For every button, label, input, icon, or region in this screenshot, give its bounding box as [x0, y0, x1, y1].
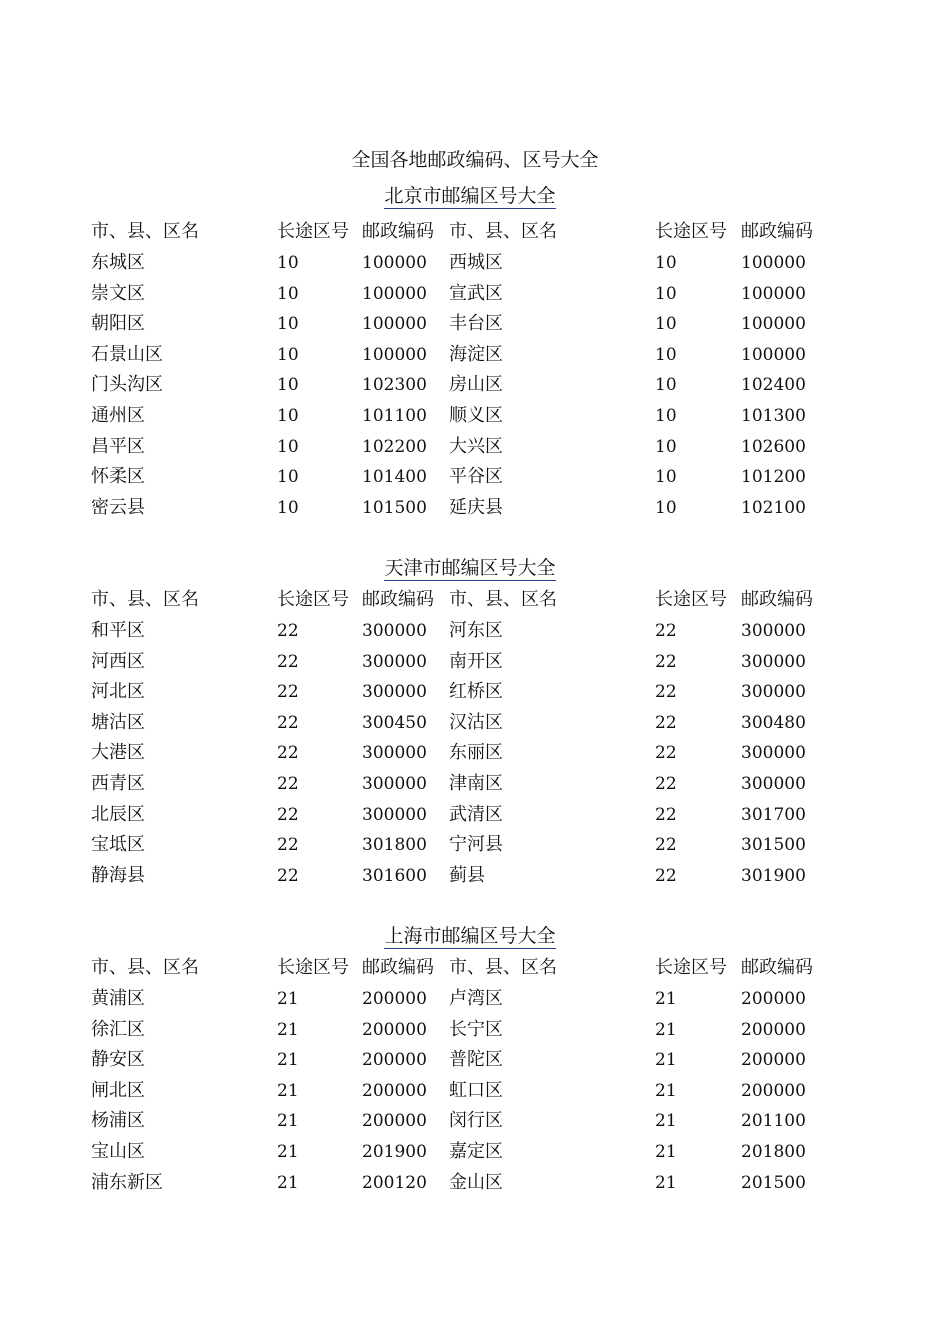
area-code: 10 — [277, 406, 299, 426]
table-row — [0, 462, 950, 492]
postal-code: 201100 — [741, 1111, 806, 1132]
district-name: 怀柔区 — [91, 466, 145, 488]
table-row — [0, 1015, 950, 1045]
district-name: 静海县 — [91, 864, 145, 886]
postal-code: 100000 — [741, 344, 806, 365]
table-row — [0, 861, 950, 891]
table-row — [0, 432, 950, 462]
header-postal-code: 邮政编码 — [741, 221, 813, 242]
area-code: 22 — [655, 621, 677, 641]
district-name: 朝阳区 — [91, 313, 145, 335]
area-code: 22 — [277, 621, 299, 641]
header-area-code: 长途区号 — [655, 589, 727, 610]
district-name: 西城区 — [449, 252, 503, 273]
table-row — [0, 1045, 950, 1075]
postal-code: 300000 — [741, 743, 806, 764]
postal-code: 300000 — [362, 682, 427, 703]
district-name: 武清区 — [449, 803, 503, 825]
area-code: 21 — [277, 1080, 299, 1101]
district-name: 平谷区 — [449, 466, 503, 488]
district-name: 卢湾区 — [449, 988, 503, 1009]
district-name: 浦东新区 — [91, 1171, 163, 1193]
postal-code: 200120 — [362, 1172, 427, 1193]
postal-code: 201900 — [362, 1142, 427, 1162]
postal-code: 201800 — [741, 1142, 806, 1162]
header-area-code: 长途区号 — [277, 589, 349, 610]
postal-code: 300000 — [741, 682, 806, 703]
area-code: 21 — [277, 1050, 299, 1071]
area-code: 22 — [277, 865, 299, 886]
area-code: 10 — [655, 344, 677, 365]
postal-code: 101100 — [362, 406, 427, 426]
postal-code: 200000 — [741, 1050, 806, 1071]
table-row — [0, 1137, 950, 1167]
postal-code: 200000 — [362, 1111, 427, 1132]
district-name: 昌平区 — [91, 435, 145, 457]
header-postal-code: 邮政编码 — [741, 957, 813, 978]
table-row — [0, 616, 950, 646]
district-name: 大兴区 — [449, 435, 503, 457]
area-code: 10 — [655, 314, 677, 335]
area-code: 22 — [277, 712, 299, 733]
area-code: 22 — [277, 682, 299, 703]
district-name: 宁河县 — [449, 834, 503, 856]
postal-code: 200000 — [741, 1019, 806, 1040]
table-row — [0, 279, 950, 309]
area-code: 22 — [655, 712, 677, 733]
area-code: 10 — [277, 497, 299, 518]
postal-code: 300480 — [741, 712, 806, 733]
area-code: 22 — [655, 774, 677, 794]
header-area-code: 长途区号 — [655, 221, 727, 242]
district-name: 门头沟区 — [91, 374, 163, 396]
district-name: 海淀区 — [449, 343, 503, 365]
table-row — [0, 248, 950, 278]
district-name: 闵行区 — [449, 1110, 503, 1132]
table-row — [0, 401, 950, 431]
header-postal-code: 邮政编码 — [362, 589, 434, 610]
header-postal-code: 邮政编码 — [741, 589, 813, 610]
table-row — [0, 738, 950, 768]
section-title-text: 上海市邮编区号大全 — [384, 925, 556, 947]
area-code: 10 — [655, 253, 677, 273]
table-row — [0, 1076, 950, 1106]
section-title — [0, 556, 940, 580]
postal-code: 200000 — [362, 1050, 427, 1071]
postal-code: 201500 — [741, 1172, 806, 1193]
district-name: 长宁区 — [449, 1018, 503, 1040]
table-row — [0, 769, 950, 799]
postal-code: 301600 — [362, 865, 427, 886]
district-name: 石景山区 — [91, 343, 163, 365]
area-code: 22 — [277, 651, 299, 672]
postal-code: 300000 — [362, 804, 427, 825]
header-name: 市、县、区名 — [449, 221, 557, 242]
section-title — [0, 924, 940, 948]
area-code: 21 — [277, 1111, 299, 1132]
district-name: 南开区 — [449, 650, 503, 672]
district-name: 金山区 — [449, 1171, 503, 1193]
table-row — [0, 800, 950, 830]
section-title — [0, 184, 940, 208]
postal-code: 300000 — [362, 774, 427, 794]
table-row — [0, 340, 950, 370]
area-code: 10 — [655, 375, 677, 396]
area-code: 22 — [655, 804, 677, 825]
postal-code: 200000 — [741, 1080, 806, 1101]
district-name: 静安区 — [91, 1049, 145, 1071]
postal-code: 101500 — [362, 497, 427, 518]
postal-code: 100000 — [741, 314, 806, 335]
area-code: 22 — [655, 682, 677, 703]
district-name: 杨浦区 — [91, 1110, 145, 1132]
postal-code: 200000 — [362, 989, 427, 1009]
postal-code: 101400 — [362, 467, 427, 488]
header-name: 市、县、区名 — [91, 589, 199, 610]
area-code: 22 — [277, 774, 299, 794]
district-name: 宣武区 — [449, 282, 503, 304]
area-code: 21 — [655, 1111, 677, 1132]
table-row — [0, 830, 950, 860]
postal-code: 102300 — [362, 375, 427, 396]
district-name: 津南区 — [449, 773, 503, 794]
postal-code: 100000 — [362, 344, 427, 365]
postal-code: 100000 — [362, 314, 427, 335]
postal-code: 301700 — [741, 804, 806, 825]
district-name: 西青区 — [91, 773, 145, 794]
header-area-code: 长途区号 — [655, 957, 727, 978]
area-code: 21 — [655, 1172, 677, 1193]
table-row — [0, 1168, 950, 1198]
district-name: 和平区 — [91, 620, 145, 641]
postal-code: 100000 — [741, 253, 806, 273]
district-name: 东城区 — [91, 252, 145, 273]
district-name: 普陀区 — [449, 1049, 503, 1071]
postal-code: 300000 — [362, 621, 427, 641]
district-name: 北辰区 — [91, 803, 145, 825]
district-name: 红桥区 — [449, 681, 503, 703]
postal-code: 301900 — [741, 865, 806, 886]
table-row — [0, 708, 950, 738]
header-name: 市、县、区名 — [91, 221, 199, 242]
area-code: 22 — [655, 835, 677, 856]
header-name: 市、县、区名 — [449, 589, 557, 610]
area-code: 22 — [277, 804, 299, 825]
district-name: 闸北区 — [91, 1079, 145, 1101]
section-title-text: 北京市邮编区号大全 — [384, 185, 556, 207]
district-name: 房山区 — [449, 374, 503, 396]
district-name: 徐汇区 — [91, 1018, 145, 1040]
section-title-text: 天津市邮编区号大全 — [384, 557, 556, 579]
postal-code: 300000 — [362, 651, 427, 672]
district-name: 河东区 — [449, 620, 503, 641]
area-code: 21 — [277, 989, 299, 1009]
postal-code: 300000 — [741, 621, 806, 641]
district-name: 密云县 — [91, 496, 145, 518]
district-name: 宝坻区 — [91, 834, 145, 856]
postal-code: 100000 — [362, 283, 427, 304]
table-header-row — [0, 585, 950, 615]
district-name: 汉沽区 — [449, 711, 503, 733]
area-code: 10 — [655, 283, 677, 304]
header-area-code: 长途区号 — [277, 957, 349, 978]
area-code: 21 — [655, 1080, 677, 1101]
postal-code: 101200 — [741, 467, 806, 488]
district-name: 顺义区 — [449, 405, 503, 426]
district-name: 通州区 — [91, 405, 145, 426]
district-name: 虹口区 — [449, 1079, 503, 1101]
district-name: 延庆县 — [449, 496, 503, 518]
district-name: 蓟县 — [449, 864, 485, 886]
postal-code: 301500 — [741, 835, 806, 856]
table-row — [0, 370, 950, 400]
postal-code: 102200 — [362, 436, 427, 457]
postal-code: 300450 — [362, 712, 427, 733]
area-code: 21 — [655, 989, 677, 1009]
area-code: 10 — [277, 253, 299, 273]
district-name: 东丽区 — [449, 742, 503, 764]
postal-code: 200000 — [362, 1080, 427, 1101]
postal-code: 300000 — [741, 651, 806, 672]
district-name: 河北区 — [91, 681, 145, 703]
area-code: 21 — [277, 1172, 299, 1193]
district-name: 宝山区 — [91, 1141, 145, 1162]
postal-code: 200000 — [741, 989, 806, 1009]
district-name: 黄浦区 — [91, 988, 145, 1009]
postal-code: 300000 — [741, 774, 806, 794]
document-title: 全国各地邮政编码、区号大全 — [351, 149, 599, 171]
table-header-row — [0, 217, 950, 247]
table-row — [0, 647, 950, 677]
postal-code: 102600 — [741, 436, 806, 457]
area-code: 21 — [655, 1050, 677, 1071]
area-code: 10 — [277, 283, 299, 304]
area-code: 22 — [655, 651, 677, 672]
district-name: 嘉定区 — [449, 1141, 503, 1162]
table-row — [0, 309, 950, 339]
header-postal-code: 邮政编码 — [362, 957, 434, 978]
area-code: 22 — [655, 743, 677, 764]
area-code: 21 — [655, 1019, 677, 1040]
area-code: 21 — [277, 1142, 299, 1162]
postal-code: 101300 — [741, 406, 806, 426]
table-row — [0, 493, 950, 523]
area-code: 10 — [655, 497, 677, 518]
table-header-row — [0, 953, 950, 983]
postal-code: 301800 — [362, 835, 427, 856]
area-code: 22 — [277, 835, 299, 856]
area-code: 10 — [277, 314, 299, 335]
area-code: 10 — [277, 436, 299, 457]
area-code: 10 — [277, 344, 299, 365]
postal-code: 200000 — [362, 1019, 427, 1040]
district-name: 大港区 — [91, 742, 145, 764]
area-code: 10 — [655, 436, 677, 457]
table-row — [0, 677, 950, 707]
header-area-code: 长途区号 — [277, 221, 349, 242]
table-row — [0, 1106, 950, 1136]
area-code: 10 — [277, 467, 299, 488]
district-name: 崇文区 — [91, 282, 145, 304]
table-row — [0, 984, 950, 1014]
area-code: 10 — [655, 467, 677, 488]
district-name: 丰台区 — [449, 313, 503, 335]
header-name: 市、县、区名 — [91, 957, 199, 978]
area-code: 22 — [277, 743, 299, 764]
area-code: 21 — [655, 1142, 677, 1162]
area-code: 21 — [277, 1019, 299, 1040]
postal-code: 102100 — [741, 497, 806, 518]
area-code: 10 — [655, 406, 677, 426]
header-name: 市、县、区名 — [449, 957, 557, 978]
postal-code: 100000 — [362, 253, 427, 273]
postal-code: 300000 — [362, 743, 427, 764]
postal-code: 102400 — [741, 375, 806, 396]
area-code: 22 — [655, 865, 677, 886]
postal-code: 100000 — [741, 283, 806, 304]
district-name: 河西区 — [91, 650, 145, 672]
header-postal-code: 邮政编码 — [362, 221, 434, 242]
area-code: 10 — [277, 375, 299, 396]
district-name: 塘沽区 — [91, 711, 145, 733]
